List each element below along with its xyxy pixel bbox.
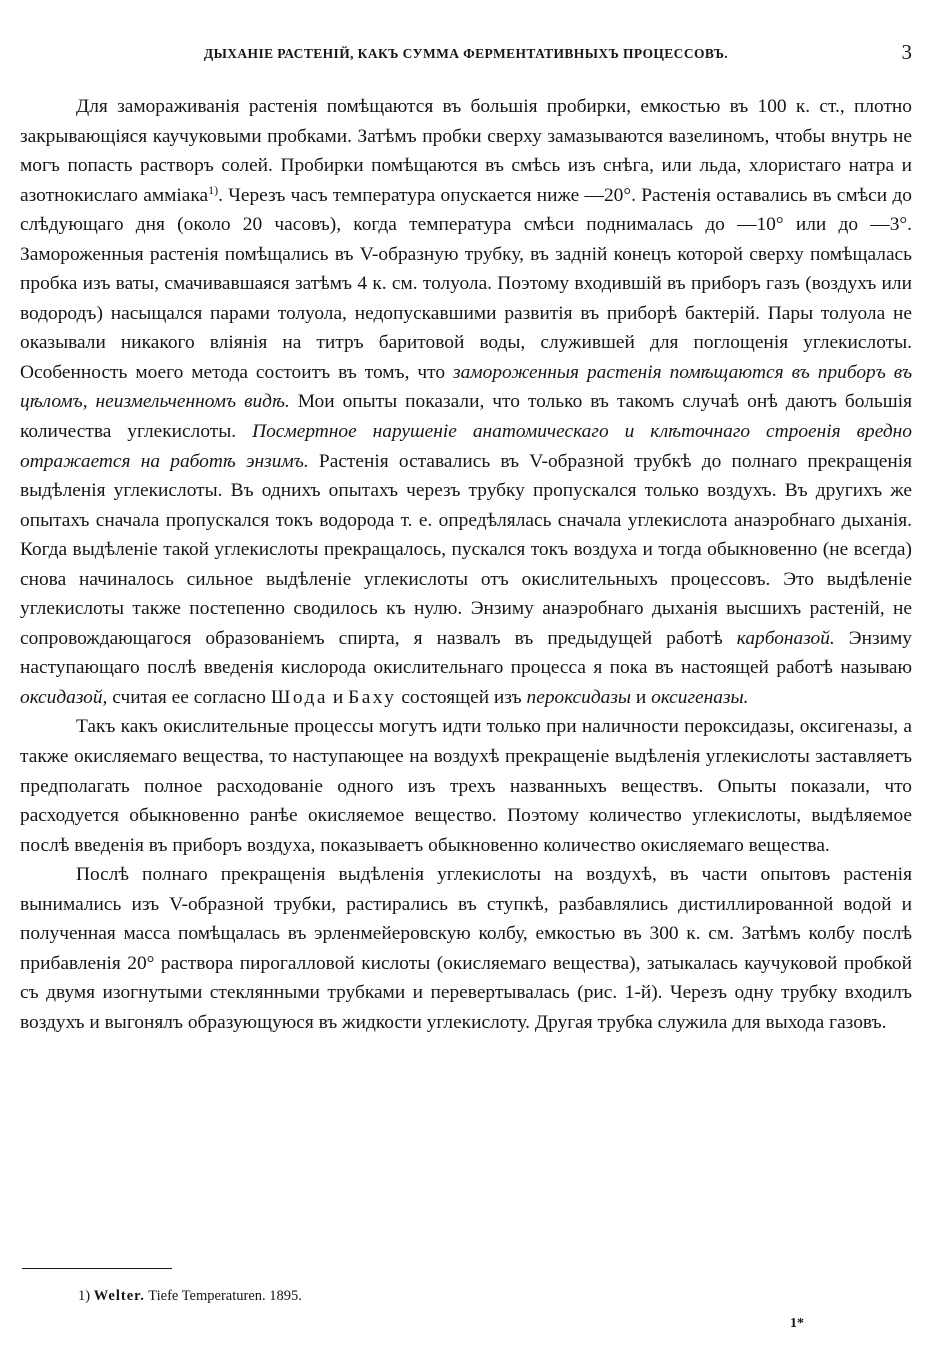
- text-segment: замороженныя растенія помѣщаются въ приборъ въ цѣломъ, неизмельченномъ видѣ.: [20, 361, 913, 413]
- paragraph: [20, 712, 912, 860]
- text-segment: Растенія оставались въ V-образной трубкѣ до полнаго прекращенія выдѣленія углекислоты. Въ однихъ опытахъ черезъ трубку пропускался только воздухъ. Въ другихъ же опытахъ сначала пропускался токъ водорода т. е. опредѣлялась сначала углекислота анаэробнаго дыханія. Когда выдѣленіе такой углекислоты прекращалось, пускался токъ воздуха и тогда обыкновенно (не всегда) снова начиналось сильное выдѣленіе углекислоты отъ окислительныхъ процессовъ. Это выдѣленіе углекислоты также постепенно сводилось къ нулю. Энзиму анаэробнаго дыханія высшихъ растеній, не сопровождающагося образованіемъ спирта, я назвалъ въ предыдущей работѣ: [20, 450, 912, 649]
- footnote-text: Tiefe Temperaturen. 1895.: [148, 1288, 302, 1304]
- text-segment: и: [327, 686, 349, 708]
- signature-mark: 1*: [790, 1316, 804, 1331]
- text-segment: Такъ какъ окислительные процессы могутъ идти только при наличности пероксидазы, оксигеназы, а также окисляемаго вещества, то наступающее на воздухѣ прекращеніе выдѣленія углекислоты заставляетъ предполагать полное расходованіе одного изъ трехъ названныхъ веществъ. Опыты показали, что расходуется обыкновенно ранѣе окисляемое вещество. Поэтому количество углекислоты, выдѣляемое послѣ введенія въ приборъ воздуха, показываетъ обыкновенно количество окисляемаго вещества.: [20, 716, 912, 856]
- text-segment: Посмертное нарушеніе анатомическаго и клѣточнаго строенія вредно отражается на работѣ энзимъ.: [20, 421, 912, 472]
- footnote-divider: [22, 1268, 172, 1269]
- page-number: 3: [901, 40, 912, 64]
- text-segment: Послѣ полнаго прекращенія выдѣленія углекислоты на воздухѣ, въ части опытовъ растенія вынимались изъ V-образной трубки, растирались въ ступкѣ, разбавлялись дистиллированной водой и полученная масса помѣщалась въ эрленмейеровскую колбу, емкостью въ 300 к. см. Затѣмъ колбу послѣ прибавленія 20° раствора пирогалловой кислоты (окисляемаго вещества), затыкалась каучуковой пробкой съ двумя изогнутыми стеклянными трубками и перевертывалась (рис. 1-й). Черезъ одну трубку входилъ воздухъ и выгонялъ образующуюся въ жидкости углекислоту. Другая трубка служила для выхода газовъ.: [20, 864, 912, 1033]
- text-segment: . Черезъ часъ температура опускается ниже —20°. Растенія оставались въ смѣси до слѣдующаго дня (около 20 часовъ), когда температура смѣси поднималась до —10° или до —3°. Замороженныя растенія помѣщались въ V-образную трубку, въ задній конецъ которой сверху помѣщалась пробка изъ ваты, смачивавшаяся затѣмъ 4 к. см. толуола. Поэтому входившій въ приборъ газъ (воздухъ или водородъ) насыщался парами толуола, недопускавшими развитія въ приборѣ бактерій. Пары толуола не оказывали никакого вліянія на титръ баритовой воды, служившей для поглощенія углекислоты. Особенность моего метода состоитъ въ томъ, что: [20, 184, 912, 383]
- text-segment: состоящей изъ: [396, 686, 527, 708]
- text-segment: оксигеназы.: [651, 686, 749, 708]
- text-segment: и: [631, 686, 652, 708]
- footnote-reference: 1): [208, 182, 219, 197]
- body-text: [20, 92, 912, 1038]
- text-segment: пероксидазы: [526, 686, 632, 708]
- paragraph: [20, 860, 912, 1037]
- paragraph: [20, 92, 912, 712]
- page-header: [20, 40, 912, 68]
- footnote: [78, 1288, 878, 1305]
- text-segment: считая ее согласно: [107, 686, 271, 708]
- footnote-author: Welter.: [93, 1288, 145, 1304]
- text-segment: карбоназой.: [736, 627, 835, 649]
- text-segment: Шода: [270, 686, 328, 708]
- running-title: ДЫХАНІЕ РАСТЕНІЙ, КАКЪ СУММА ФЕРМЕНТАТИВНЫХЪ ПРОЦЕССОВЪ.: [203, 46, 729, 61]
- text-segment: Для замораживанія растенія помѣщаются въ большія пробирки, емкостью въ 100 к. ст., плотно закрывающіяся каучуковыми пробками. Затѣмъ пробки сверху замазываются вазелиномъ, чтобы внутрь не могъ попасть растворъ солей. Пробирки помѣщаются въ смѣсь изъ снѣга, или льда, хлористаго натра и азотнокислаго аммiака: [20, 96, 912, 206]
- footnote-marker: 1): [78, 1288, 91, 1304]
- text-segment: оксидазой,: [20, 686, 108, 708]
- text-segment: Энзиму наступающаго послѣ введенія кислорода окислительнаго процесса я пока въ настоящей работѣ называю: [20, 627, 912, 679]
- text-segment: Баху: [348, 686, 397, 708]
- text-segment: Мои опыты показали, что только въ такомъ случаѣ онѣ даютъ большія количества углекислоты.: [20, 391, 912, 443]
